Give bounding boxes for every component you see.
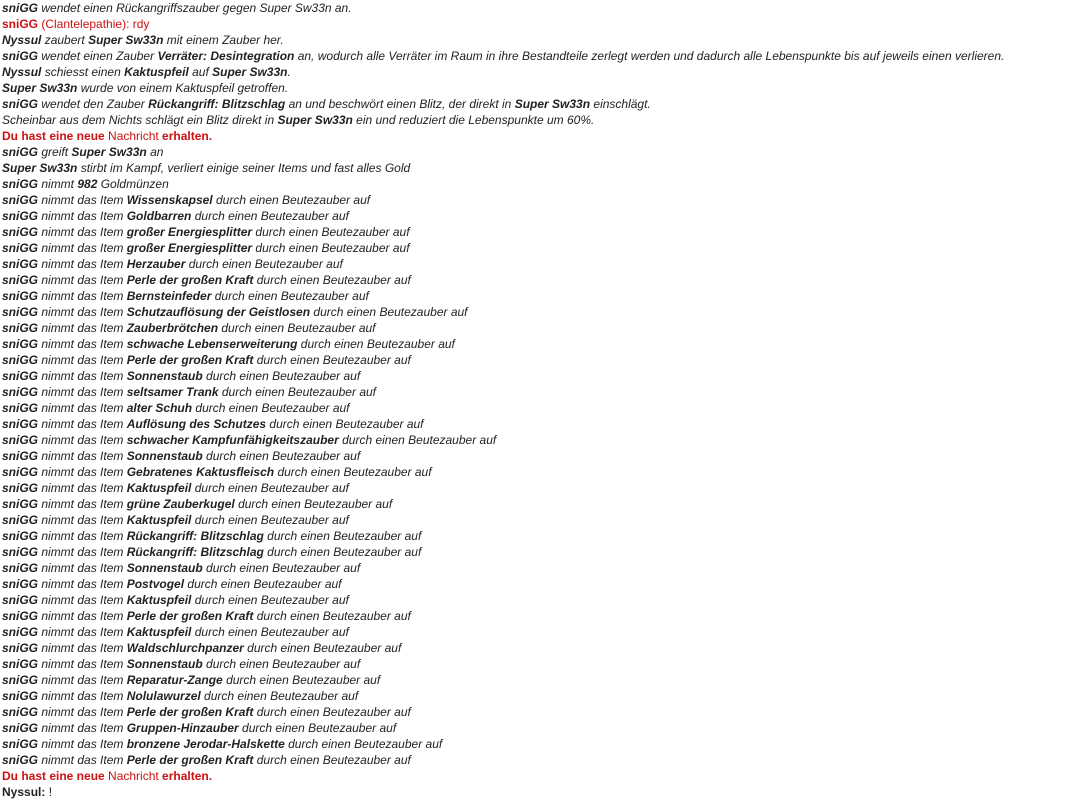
loot-line [2,224,1082,240]
log-text: durch einen Beutezauber auf [191,625,349,639]
player-name[interactable]: sniGG [2,337,39,351]
log-line [2,160,1082,176]
item-name: Gruppen-Hinzauber [126,721,239,735]
log-text: nimmt das Item [38,225,127,239]
player-name[interactable]: Super Sw33n [88,33,164,47]
log-text: nimmt das Item [38,721,127,735]
log-text: durch einen Beutezauber auf [243,641,402,655]
player-name[interactable]: Super Sw33n [2,161,78,175]
log-text: an und beschwört einen Blitz, der direkt in [285,97,515,111]
item-name: Auflösung des Schutzes [126,417,267,431]
log-line [2,80,1082,96]
loot-line [2,368,1082,384]
item-name: Perle der großen Kraft [126,353,254,367]
player-name[interactable]: sniGG [2,561,39,575]
loot-line [2,304,1082,320]
item-name: großer Energiesplitter [126,241,253,255]
log-text: durch einen Beutezauber auf [212,193,371,207]
log-text: nimmt das Item [38,321,127,335]
item-name: Bernsteinfeder [126,289,212,303]
log-text: nimmt das Item [38,609,127,623]
log-text: schiesst einen [41,65,125,79]
item-name: Kaktuspfeil [126,513,192,527]
player-name[interactable]: sniGG [2,465,39,479]
message-link[interactable]: Nachricht [108,769,159,783]
log-line [2,0,1082,16]
log-text: wendet den Zauber [38,97,149,111]
clan-telepathy-line [2,16,1082,32]
player-name[interactable]: Super Sw33n [514,97,591,111]
player-name[interactable]: Super Sw33n [212,65,288,79]
notice-text: Du hast eine neue [2,769,109,783]
item-name: Perle der großen Kraft [126,609,254,623]
message-link[interactable]: Nachricht [108,129,159,143]
player-name[interactable]: sniGG [2,657,39,671]
loot-line [2,240,1082,256]
log-text: nimmt das Item [38,241,127,255]
chat-message [2,784,1082,800]
loot-line [2,208,1082,224]
player-name[interactable]: sniGG [2,689,39,703]
log-text: durch einen Beutezauber auf [202,657,361,671]
loot-line [2,336,1082,352]
log-text: durch einen Beutezauber auf [284,737,443,751]
item-name: Reparatur-Zange [126,673,223,687]
player-name[interactable]: Super Sw33n [2,81,78,95]
item-name: Postvogel [126,577,185,591]
log-text: durch einen Beutezauber auf [191,593,349,607]
log-text: durch einen Beutezauber auf [253,609,411,623]
item-name: Kaktuspfeil [124,65,189,79]
loot-line [2,624,1082,640]
item-name: grüne Zauberkugel [126,497,235,511]
item-name: Kaktuspfeil [126,481,192,495]
log-text: nimmt das Item [38,209,127,223]
log-text: nimmt das Item [38,193,127,207]
player-name[interactable]: sniGG [2,225,39,239]
notice-text: Du hast eine neue [2,129,109,143]
log-text: wendet einen Rückangriffszauber gegen Super Sw33n an. [38,1,352,15]
loot-line [2,640,1082,656]
loot-line [2,192,1082,208]
log-text: wendet einen Zauber [38,49,158,63]
player-name[interactable]: sniGG [2,673,39,687]
loot-list [2,192,1082,768]
log-text: nimmt das Item [38,369,127,383]
loot-line [2,496,1082,512]
item-name: Herzauber [126,257,186,271]
log-text: nimmt das Item [38,289,127,303]
player-name[interactable]: sniGG [2,433,39,447]
log-text: nimmt das Item [38,625,127,639]
log-text: wurde von einem Kaktuspfeil getroffen. [77,81,289,95]
player-name[interactable]: sniGG [2,449,39,463]
log-text: auf [188,65,213,79]
log-text: durch einen Beutezauber auf [266,417,424,431]
loot-line [2,544,1082,560]
player-name[interactable]: Super Sw33n [71,145,147,159]
spell-name: Verräter: Desintegration [157,49,295,63]
loot-line [2,672,1082,688]
loot-line [2,512,1082,528]
player-name[interactable]: sniGG [2,417,39,431]
log-text: nimmt das Item [38,529,127,543]
loot-line [2,272,1082,288]
log-text: durch einen Beutezauber auf [222,673,381,687]
log-text: nimmt [38,177,78,191]
player-name[interactable]: sniGG [2,753,39,767]
log-text: nimmt das Item [38,753,127,767]
item-name: Sonnenstaub [126,449,203,463]
log-line [2,96,1082,112]
player-name[interactable]: sniGG [2,737,39,751]
item-name: seltsamer Trank [126,385,219,399]
log-text: durch einen Beutezauber auf [202,369,361,383]
player-name[interactable]: sniGG [2,641,39,655]
item-name: alter Schuh [126,401,193,415]
player-name[interactable]: sniGG [2,17,39,31]
log-text: durch einen Beutezauber auf [252,241,410,255]
log-text: nimmt das Item [38,737,127,751]
log-text: durch einen Beutezauber auf [297,337,455,351]
log-text: nimmt das Item [38,593,127,607]
loot-line [2,480,1082,496]
log-text: nimmt das Item [38,417,127,431]
log-text: einschlägt. [590,97,651,111]
log-text: durch einen Beutezauber auf [192,401,350,415]
log-text: durch einen Beutezauber auf [234,497,393,511]
new-message-notice [2,768,1082,784]
log-line [2,176,1082,192]
log-line [2,48,1082,64]
player-name[interactable]: sniGG [2,497,39,511]
log-text: nimmt das Item [38,257,127,271]
player-name[interactable]: Nyssul [2,33,42,47]
log-text: mit einem Zauber her. [163,33,284,47]
player-name[interactable]: sniGG [2,257,39,271]
log-text: nimmt das Item [38,273,127,287]
log-text: nimmt das Item [38,385,127,399]
log-text: . [287,65,291,79]
item-name: Zauberbrötchen [126,321,219,335]
player-name[interactable]: sniGG [2,513,39,527]
item-name: Kaktuspfeil [126,625,192,639]
player-name[interactable]: Super Sw33n [277,113,353,127]
player-name[interactable]: sniGG [2,49,39,63]
item-name: Nolulawurzel [126,689,201,703]
loot-line [2,752,1082,768]
new-message-notice [2,128,1082,144]
player-name[interactable]: Nyssul [2,65,42,79]
log-text: nimmt das Item [38,449,127,463]
log-text: durch einen Beutezauber auf [253,273,411,287]
loot-line [2,704,1082,720]
log-text: (Clantelepathie): rdy [38,17,150,31]
loot-line [2,256,1082,272]
item-name: Sonnenstaub [126,561,203,575]
player-name[interactable]: sniGG [2,177,39,191]
item-name: Goldbarren [126,209,192,223]
loot-line [2,400,1082,416]
item-name: großer Energiesplitter [126,225,253,239]
loot-line [2,384,1082,400]
log-text: zaubert [41,33,89,47]
player-name[interactable]: sniGG [2,353,39,367]
loot-line [2,736,1082,752]
loot-line [2,288,1082,304]
loot-line [2,448,1082,464]
chat-text: ! [45,785,53,799]
loot-line [2,656,1082,672]
item-name: Rückangriff: Blitzschlag [126,529,264,543]
log-text: durch einen Beutezauber auf [218,321,376,335]
item-name: Sonnenstaub [126,657,203,671]
log-text: an [146,145,164,159]
player-name[interactable]: sniGG [2,241,39,255]
player-name[interactable]: sniGG [2,97,39,111]
loot-line [2,352,1082,368]
player-name[interactable]: Nyssul: [2,785,46,799]
log-text: durch einen Beutezauber auf [338,433,497,447]
log-text: durch einen Beutezauber auf [200,689,359,703]
loot-line [2,416,1082,432]
item-name: schwacher Kampfunfähigkeitszauber [126,433,339,447]
log-text: durch einen Beutezauber auf [211,289,369,303]
log-text: nimmt das Item [38,545,127,559]
player-name[interactable]: sniGG [2,321,39,335]
log-text: durch einen Beutezauber auf [202,449,361,463]
log-text: an, wodurch alle Verräter im Raum in ihre Bestandteile zerlegt werden und dadurch alle Lebenspunkte bis auf jeweils einen verlieren. [294,49,1005,63]
notice-text: erhalten. [158,769,213,783]
log-text: nimmt das Item [38,577,127,591]
log-text: durch einen Beutezauber auf [274,465,432,479]
log-text: durch einen Beutezauber auf [263,545,422,559]
loot-line [2,688,1082,704]
log-text: durch einen Beutezauber auf [191,209,349,223]
log-text: durch einen Beutezauber auf [185,257,343,271]
log-text: nimmt das Item [38,433,127,447]
log-text: ein und reduziert die Lebenspunkte um 60%. [352,113,595,127]
log-text: durch einen Beutezauber auf [191,481,349,495]
log-text: nimmt das Item [38,497,127,511]
loot-line [2,576,1082,592]
player-name[interactable]: sniGG [2,593,39,607]
loot-line [2,464,1082,480]
loot-line [2,608,1082,624]
item-name: Perle der großen Kraft [126,273,254,287]
log-text: nimmt das Item [38,337,127,351]
log-text: durch einen Beutezauber auf [191,513,349,527]
log-line [2,144,1082,160]
player-name[interactable]: sniGG [2,193,39,207]
player-name[interactable]: sniGG [2,145,39,159]
item-name: Gebratenes Kaktusfleisch [126,465,275,479]
item-name: Perle der großen Kraft [126,705,254,719]
player-name[interactable]: sniGG [2,705,39,719]
loot-line [2,528,1082,544]
log-text: nimmt das Item [38,673,127,687]
log-text: durch einen Beutezauber auf [238,721,397,735]
player-name[interactable]: sniGG [2,609,39,623]
log-text: nimmt das Item [38,481,127,495]
gold-amount: 982 [77,177,98,191]
player-name[interactable]: sniGG [2,721,39,735]
log-text: nimmt das Item [38,657,127,671]
item-name: Kaktuspfeil [126,593,192,607]
log-text: Scheinbar aus dem Nichts schlägt ein Blitz direkt in [2,113,278,127]
log-text: durch einen Beutezauber auf [253,705,411,719]
log-text: nimmt das Item [38,705,127,719]
item-name: Sonnenstaub [126,369,203,383]
item-name: Schutzauflösung der Geistlosen [126,305,311,319]
player-name[interactable]: sniGG [2,481,39,495]
player-name[interactable]: sniGG [2,545,39,559]
log-text: nimmt das Item [38,401,127,415]
player-name[interactable]: sniGG [2,385,39,399]
log-text: nimmt das Item [38,689,127,703]
player-name[interactable]: sniGG [2,289,39,303]
log-text: durch einen Beutezauber auf [310,305,468,319]
log-line [2,32,1082,48]
item-name: schwache Lebenserweiterung [126,337,298,351]
log-text: Goldmünzen [97,177,169,191]
player-name[interactable]: sniGG [2,305,39,319]
log-text: nimmt das Item [38,513,127,527]
player-name[interactable]: sniGG [2,625,39,639]
loot-line [2,592,1082,608]
item-name: Wissenskapsel [126,193,213,207]
player-name[interactable]: sniGG [2,529,39,543]
log-text: durch einen Beutezauber auf [252,225,410,239]
loot-line [2,320,1082,336]
item-name: bronzene Jerodar-Halskette [126,737,285,751]
player-name[interactable]: sniGG [2,401,39,415]
item-name: Rückangriff: Blitzschlag [126,545,264,559]
player-name[interactable]: sniGG [2,273,39,287]
loot-line [2,560,1082,576]
log-text: nimmt das Item [38,561,127,575]
loot-line [2,432,1082,448]
log-text: nimmt das Item [38,353,127,367]
log-text: durch einen Beutezauber auf [218,385,376,399]
player-name[interactable]: sniGG [2,209,39,223]
log-text: durch einen Beutezauber auf [253,353,411,367]
spell-name: Rückangriff: Blitzschlag [148,97,286,111]
log-text: nimmt das Item [38,641,127,655]
player-name[interactable]: sniGG [2,577,39,591]
log-text: nimmt das Item [38,465,127,479]
log-text: durch einen Beutezauber auf [184,577,342,591]
log-text: durch einen Beutezauber auf [253,753,411,767]
notice-text: erhalten. [158,129,213,143]
player-name[interactable]: sniGG [2,1,39,15]
log-text: durch einen Beutezauber auf [263,529,422,543]
log-text: greift [38,145,72,159]
player-name[interactable]: sniGG [2,369,39,383]
log-text: nimmt das Item [38,305,127,319]
item-name: Perle der großen Kraft [126,753,254,767]
log-line [2,64,1082,80]
item-name: Waldschlurchpanzer [126,641,244,655]
log-text: durch einen Beutezauber auf [202,561,361,575]
log-line [2,112,1082,128]
log-text: stirbt im Kampf, verliert einige seiner Items und fast alles Gold [77,161,411,175]
loot-line [2,720,1082,736]
